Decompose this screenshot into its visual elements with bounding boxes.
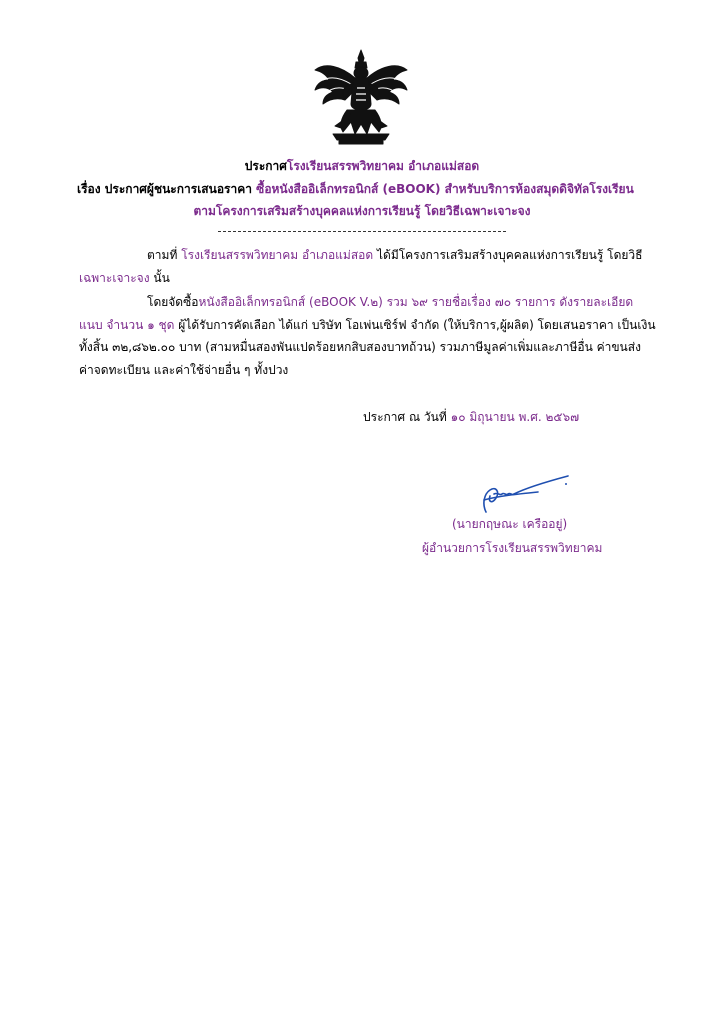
- handwritten-signature: [478, 474, 574, 514]
- announce-date: ๑๐ มิถุนายน พ.ศ. ๒๕๖๗: [450, 410, 580, 424]
- p2-attachment: แนบ จำนวน ๑ ชุด: [79, 318, 175, 332]
- subject-line-1: [77, 181, 634, 197]
- paragraph-1-line-2: [79, 270, 170, 286]
- p2-text-a: โดยจัดซื้อ: [147, 295, 199, 309]
- paragraph-2-line-4: ค่าจดทะเบียน และค่าใช้จ่ายอื่น ๆ ทั้งปวง: [79, 363, 289, 377]
- title-prefix: ประกาศ: [244, 159, 287, 173]
- signatory-position: ผู้อำนวยการโรงเรียนสรรพวิทยาคม: [422, 541, 603, 555]
- p1-text-c: ได้มีโครงการเสริมสร้างบุคคลแห่งการเรียนรู้ โดยวิธี: [376, 248, 643, 262]
- paragraph-2-line-3: ทั้งสิ้น ๓๒,๘๖๒.๐๐ บาท (สามหมื่นสองพันแปดร้อยหกสิบสองบาทถ้วน) รวมภาษีมูลค่าเพิ่มและภาษีอื่น ค่าขนส่ง: [79, 340, 641, 354]
- p2-winner: ผู้ได้รับการคัดเลือก ได้แก่ บริษัท โอเพ่นเซิร์ฟ จำกัด (ให้บริการ,ผู้ผลิต) โดยเสนอราคา เป็นเงิน: [178, 318, 656, 332]
- garuda-emblem-icon: [311, 48, 411, 148]
- subject-label: เรื่อง ประกาศผู้ชนะการเสนอราคา: [77, 182, 252, 196]
- announcement-title: [0, 158, 724, 174]
- p2-item: หนังสืออิเล็กทรอนิกส์ (eBOOK V.๒) รวม ๖๙ รายชื่อเรื่อง ๗๐ รายการ ดังรายละเอียด: [198, 295, 634, 309]
- announce-label: ประกาศ ณ วันที่: [363, 410, 447, 424]
- paragraph-2-line-2: [79, 317, 656, 333]
- subject-line-2: ตามโครงการเสริมสร้างบุคคลแห่งการเรียนรู้ โดยวิธีเฉพาะเจาะจง: [193, 204, 531, 218]
- p1-method: เฉพาะเจาะจง: [79, 271, 150, 285]
- divider-rule: [218, 231, 506, 232]
- school-name-title: โรงเรียนสรรพวิทยาคม อำเภอแม่สอด: [286, 159, 480, 173]
- paragraph-2-line-1: [147, 294, 633, 310]
- p1-school-name: โรงเรียนสรรพวิทยาคม อำเภอแม่สอด: [181, 248, 374, 262]
- signatory-name: (นายกฤษณะ เครืออยู่): [452, 517, 568, 531]
- announce-date-line: [363, 409, 579, 425]
- paragraph-1-line-1: [147, 247, 642, 263]
- subject-detail-1: ซื้อหนังสืออิเล็กทรอนิกส์ (eBOOK) สำหรับบริการห้องสมุดดิจิทัลโรงเรียน: [256, 182, 634, 196]
- p1-text-end: นั้น: [153, 271, 170, 285]
- p1-text-a: ตามที่: [147, 248, 178, 262]
